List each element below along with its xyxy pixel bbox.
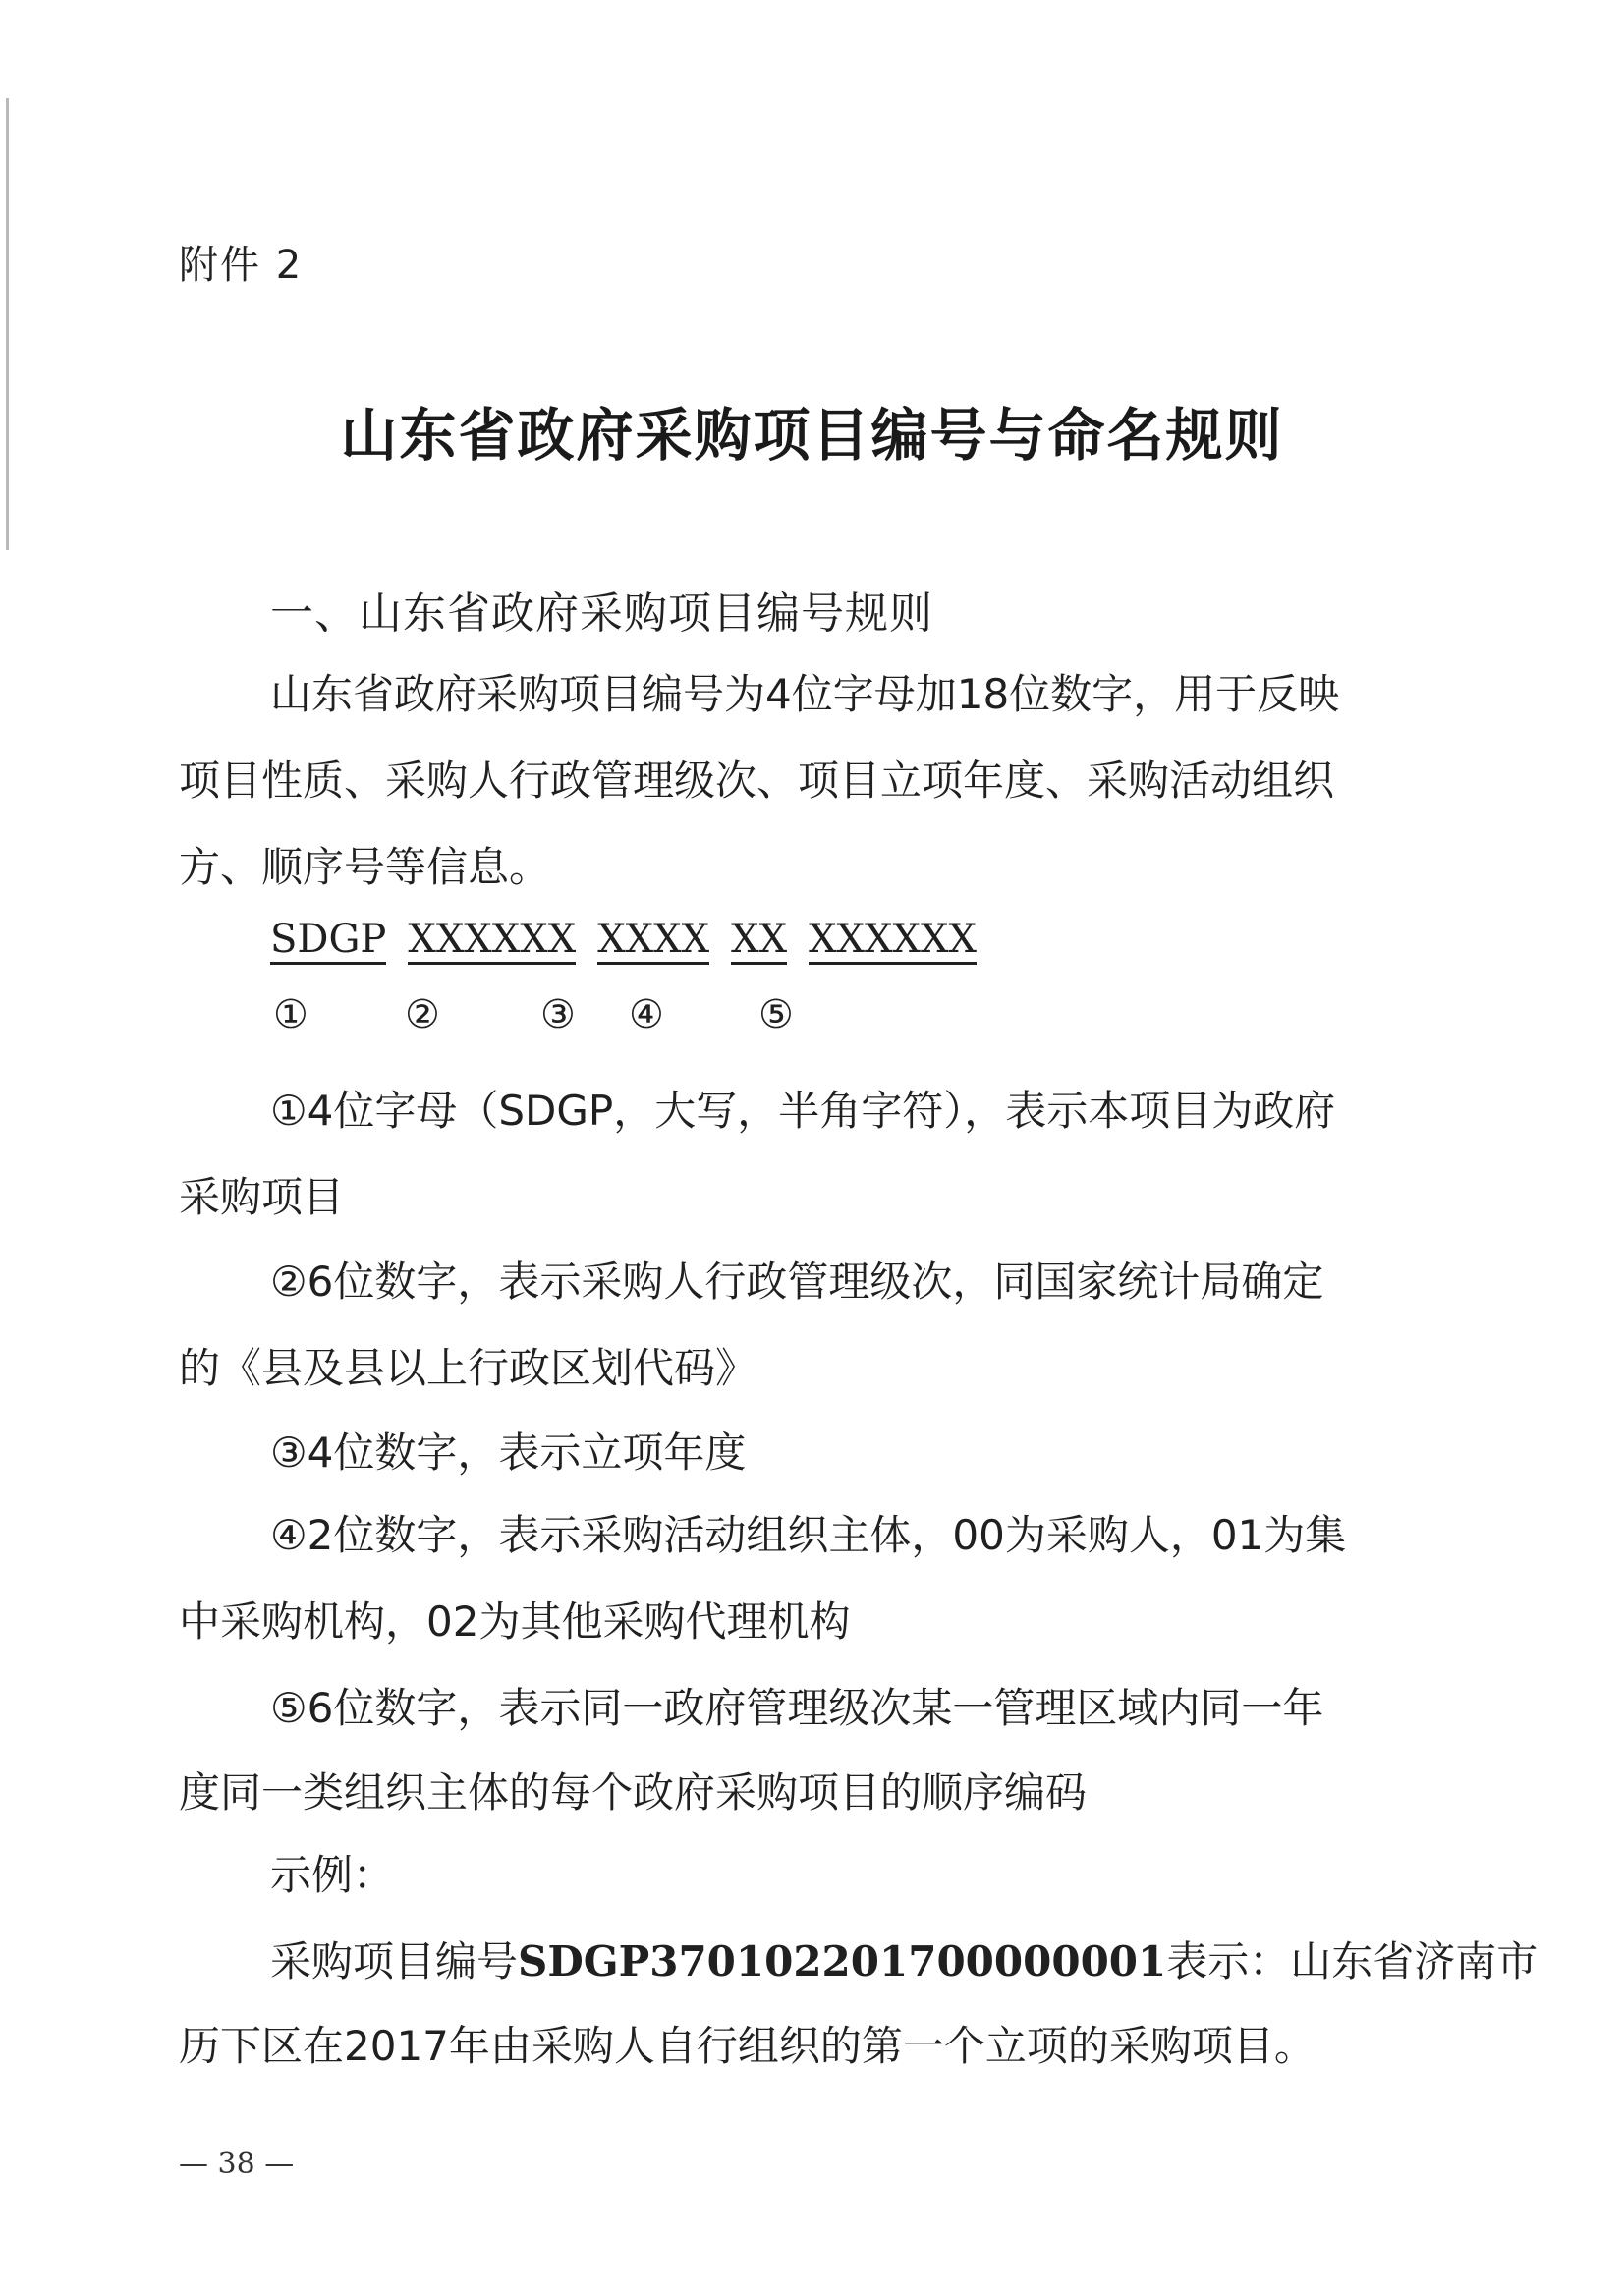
code-segment-sequence: XXXXXX (809, 917, 977, 965)
item-5-line-2: 度同一类组织主体的每个政府采购项目的顺序编码 (179, 1768, 1088, 1817)
item-1-line-1: ①4位字母（SDGP，大写，半角字符），表示本项目为政府 (270, 1087, 1336, 1135)
intro-line-3: 方、顺序号等信息。 (179, 843, 551, 891)
marker-5: ⑤ (758, 992, 794, 1037)
example-code: SDGP370102201700000001 (518, 1937, 1167, 1986)
intro-line-1: 山东省政府采购项目编号为4位字母加18位数字，用于反映 (270, 670, 1340, 718)
code-format-row (270, 914, 998, 965)
attachment-label: 附件 2 (179, 243, 304, 288)
scan-margin-mark (6, 98, 9, 550)
code-marker-row (0, 992, 1624, 1051)
item-2-line-2: 的《县及县以上行政区划代码》 (179, 1344, 757, 1392)
marker-2: ② (405, 992, 440, 1037)
example-line-2: 历下区在2017年由采购人自行组织的第一个立项的采购项目。 (179, 2022, 1316, 2070)
item-1-line-2: 采购项目 (179, 1173, 345, 1221)
marker-4: ④ (629, 992, 664, 1037)
item-4-line-2: 中采购机构，02为其他采购代理机构 (179, 1597, 851, 1646)
item-4-line-1: ④2位数字，表示采购活动组织主体，00为采购人，01为集 (270, 1511, 1347, 1559)
example-label: 示例： (270, 1851, 395, 1899)
intro-line-2: 项目性质、采购人行政管理级次、项目立项年度、采购活动组织 (179, 756, 1335, 805)
code-segment-region: XXXXXX (408, 917, 576, 965)
section-heading: 一、山东省政府采购项目编号规则 (270, 588, 933, 639)
code-segment-prefix: SDGP (270, 917, 386, 965)
item-2-line-1: ②6位数字，表示采购人行政管理级次，同国家统计局确定 (270, 1258, 1324, 1306)
example-suffix: 表示：山东省济南市 (1166, 1937, 1539, 1986)
marker-1: ① (273, 992, 308, 1037)
code-segment-year: XXXX (597, 917, 709, 965)
page-number: — 38 — (179, 2147, 295, 2181)
marker-3: ③ (540, 992, 576, 1037)
item-3-line-1: ③4位数字，表示立项年度 (270, 1428, 747, 1477)
example-prefix: 采购项目编号 (270, 1937, 519, 1986)
item-5-line-1: ⑤6位数字，表示同一政府管理级次某一管理区域内同一年 (270, 1684, 1324, 1732)
document-title: 山东省政府采购项目编号与命名规则 (340, 402, 1284, 469)
example-line-1 (270, 1930, 1538, 1988)
code-segment-organizer: XX (731, 917, 787, 965)
